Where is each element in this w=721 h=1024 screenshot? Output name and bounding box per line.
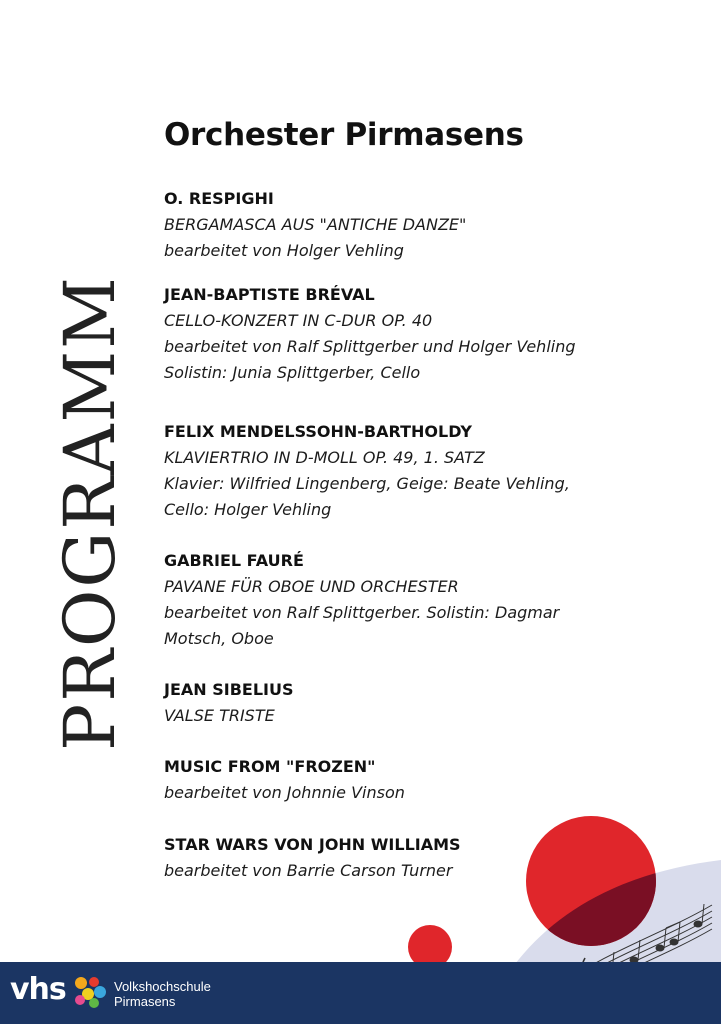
program-item-faure — [164, 548, 694, 652]
composer-name: O. RESPIGHI — [164, 189, 274, 208]
program-item-sibelius — [164, 677, 694, 729]
program-item-frozen — [164, 754, 694, 806]
organization-name — [114, 979, 211, 1009]
program-item-respighi — [164, 186, 694, 264]
organization-name-line2: Pirmasens — [114, 994, 176, 1009]
composer-name: MUSIC FROM "FROZEN" — [164, 757, 376, 776]
work-title: KLAVIERTRIO IN D-MOLL OP. 49, 1. SATZ — [164, 448, 485, 467]
page-title: Orchester Pirmasens — [164, 117, 524, 153]
work-title: PAVANE FÜR OBOE UND ORCHESTER — [164, 577, 459, 596]
vertical-title — [35, 255, 145, 770]
work-detail: Cello: Holger Vehling — [164, 500, 332, 519]
work-title: BERGAMASCA AUS "ANTICHE DANZE" — [164, 215, 467, 234]
footer-bar — [0, 962, 721, 1024]
work-detail: bearbeitet von Johnnie Vinson — [164, 783, 405, 802]
program-item-star-wars — [164, 832, 694, 884]
composer-name: FELIX MENDELSSOHN-BARTHOLDY — [164, 422, 472, 441]
work-detail: bearbeitet von Ralf Splittgerber und Holger Vehling — [164, 337, 576, 356]
composer-name: STAR WARS VON JOHN WILLIAMS — [164, 835, 461, 854]
program-item-mendelssohn — [164, 419, 694, 523]
program-item-breval — [164, 282, 694, 386]
work-detail: bearbeitet von Ralf Splittgerber. Solistin: Dagmar — [164, 603, 560, 622]
work-detail: bearbeitet von Holger Vehling — [164, 241, 404, 260]
work-detail: Klavier: Wilfried Lingenberg, Geige: Beate Vehling, — [164, 474, 570, 493]
work-detail: bearbeitet von Barrie Carson Turner — [164, 861, 453, 880]
work-detail: Solistin: Junia Splittgerber, Cello — [164, 363, 421, 382]
vhs-logo: vhs — [10, 972, 66, 1007]
organization-name-line1: Volkshochschule — [114, 979, 211, 994]
vhs-logo-dots-icon — [72, 975, 108, 1009]
work-title: VALSE TRISTE — [164, 706, 275, 725]
composer-name: JEAN SIBELIUS — [164, 680, 294, 699]
composer-name: GABRIEL FAURÉ — [164, 551, 304, 570]
work-title: CELLO-KONZERT IN C-DUR OP. 40 — [164, 311, 433, 330]
composer-name: JEAN-BAPTISTE BRÉVAL — [164, 285, 375, 304]
work-detail: Motsch, Oboe — [164, 629, 274, 648]
vertical-title-text: PROGRAMM — [49, 274, 131, 751]
